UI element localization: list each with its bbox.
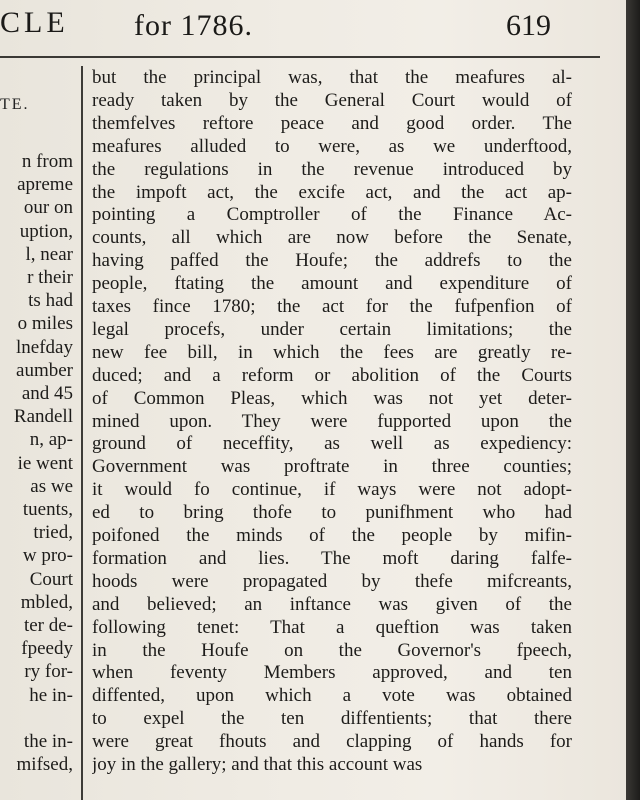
left-column-fragment: apreme: [17, 174, 73, 196]
page-number: 619: [506, 9, 551, 42]
left-column-fragment: l, near: [25, 243, 73, 265]
text-line: the regulations in the revenue introduced by: [92, 158, 572, 180]
text-line: hoods were propagated by thefe mifcreants,: [92, 570, 572, 592]
text-line: joy in the gallery; and that this account was: [92, 754, 423, 775]
left-column-fragment: tried,: [33, 522, 73, 544]
left-column-fragment: o miles: [17, 313, 73, 335]
masthead-fragment: CLE: [0, 6, 69, 39]
text-line: ground of neceffity, as well as expediency:: [92, 433, 572, 455]
page-edge-shadow: [626, 0, 640, 800]
text-line: poifoned the minds of the people by mifin-: [92, 525, 572, 546]
text-line: in the Houfe on the Governor's fpeech,: [92, 639, 572, 661]
text-line: but the principal was, that the meafures al-: [92, 67, 572, 88]
text-line: the impoft act, the excife act, and the act ap-: [92, 181, 572, 203]
text-line: pointing a Comptroller of the Finance Ac-: [92, 204, 572, 226]
left-column-fragment: tuents,: [22, 499, 73, 520]
left-column-fragment: n, ap-: [29, 429, 73, 451]
left-column: [0, 64, 78, 800]
main-column: [92, 66, 580, 800]
text-line: ready taken by the General Court would of: [92, 89, 572, 111]
text-line: themfelves reftore peace and good order. The: [92, 112, 572, 134]
text-line: were great fhouts and clapping of hands for: [92, 731, 572, 753]
left-column-fragment: n from: [21, 151, 73, 172]
left-column-fragment: Randell: [13, 406, 73, 428]
left-column-fragment: he in-: [29, 684, 73, 706]
text-line: and believed; an inftance was given of the: [92, 593, 572, 615]
text-line: formation and lies. The moft daring falfe-: [92, 547, 572, 569]
left-column-fragment: mbled,: [20, 591, 73, 613]
left-column-label: TE.: [0, 96, 30, 113]
text-line: to expel the ten diffentients; that there: [92, 708, 572, 730]
text-line: having paffed the Houfe; the addrefs to the: [92, 250, 572, 272]
column-rule: [81, 66, 83, 800]
left-column-fragment: and 45: [21, 383, 73, 404]
text-line: meafures alluded to were, as we underftood,: [92, 135, 572, 157]
text-line: legal procefs, under certain limitations; the: [92, 318, 572, 340]
left-column-fragment: aumber: [16, 359, 73, 381]
left-column-fragment: w pro-: [22, 545, 73, 567]
left-column-fragment: as we: [30, 475, 73, 497]
left-column-fragment: ts had: [28, 290, 73, 312]
text-line: counts, all which are now before the Senate,: [92, 227, 572, 249]
left-column-fragment: ter de-: [23, 615, 73, 636]
header-rule: [0, 56, 600, 58]
text-line: diffented, upon which a vote was obtained: [92, 685, 572, 707]
text-line: taxes fince 1780; the act for the fufpenfion of: [92, 296, 572, 317]
text-line: when feventy Members approved, and ten: [92, 662, 572, 684]
text-line: new fee bill, in which the fees are greatly re-: [92, 341, 572, 363]
left-column-fragment: r their: [27, 267, 73, 288]
text-line: ed to bring thofe to punifhment who had: [92, 502, 572, 524]
left-column-fragment: fpeedy: [21, 638, 73, 660]
running-head: [0, 0, 626, 60]
left-column-fragment: uption,: [19, 220, 73, 242]
text-line: of Common Pleas, which was not yet deter-: [92, 387, 572, 409]
left-column-fragment: ie went: [17, 452, 73, 474]
text-line: Government was proftrate in three counties;: [92, 456, 572, 478]
left-column-fragment: ry for-: [24, 661, 73, 683]
text-line: mined upon. They were fupported upon the: [92, 410, 572, 432]
text-line: following tenet: That a queftion was taken: [92, 616, 572, 638]
text-line: duced; and a reform or abolition of the Courts: [92, 364, 572, 386]
year-heading: for 1786.: [134, 9, 253, 42]
left-column-fragment: mifsed,: [16, 754, 73, 776]
left-column-fragment: the in-: [23, 731, 73, 752]
left-column-fragment: lnefday: [16, 336, 73, 358]
text-line: people, ftating the amount and expenditure of: [92, 273, 572, 295]
left-column-fragment: Court: [29, 568, 73, 590]
text-line: it would fo continue, if ways were not adopt-: [92, 479, 572, 501]
left-column-fragment: our on: [23, 197, 73, 219]
